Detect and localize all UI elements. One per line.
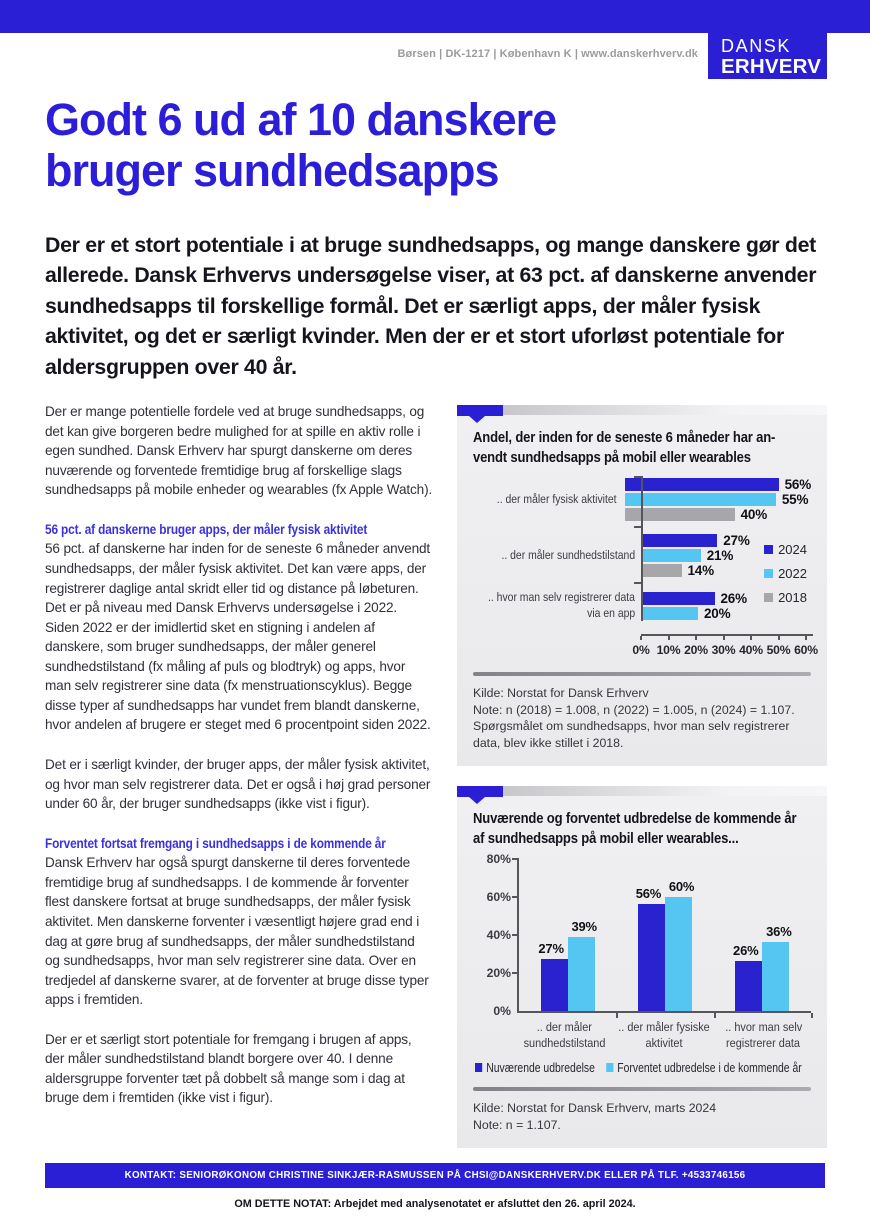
bar-value-label: 21%	[706, 548, 734, 564]
legend-label: Forventet udbredelse i de kommende år	[617, 1060, 802, 1076]
axis-tick	[714, 1013, 716, 1018]
figure-tag-row	[457, 786, 827, 797]
bar-value-label: 56%	[635, 886, 662, 902]
axis-tick	[512, 934, 519, 936]
bar-line	[625, 493, 811, 506]
label-line: .. der måler fysisk aktivitet	[496, 491, 617, 506]
axis-tick-label: 80%	[486, 851, 511, 866]
label-line: sundhedstilstand	[523, 1035, 606, 1050]
legend-label: 2022	[778, 566, 807, 582]
axis-group-tick	[634, 526, 641, 528]
legend-swatch	[764, 569, 773, 578]
bar-line	[643, 564, 750, 577]
bar-value-label: 55%	[781, 492, 809, 508]
legend-item	[764, 542, 807, 557]
note-line: Note: n = 1.107.	[473, 1117, 561, 1132]
bar-value-label: 40%	[740, 507, 767, 523]
bar-stack	[641, 534, 750, 577]
logo-word-dansk: DANSK	[721, 36, 792, 56]
legend-swatch	[475, 1063, 482, 1072]
axis-tick-label: 20%	[684, 643, 708, 658]
bar	[762, 942, 789, 1010]
axis-tick	[640, 636, 642, 640]
axis-tick	[512, 896, 519, 898]
bar-value-label: 27%	[538, 941, 564, 957]
bar	[625, 493, 776, 506]
legend-swatch	[764, 545, 773, 554]
bar	[643, 534, 717, 547]
axis-tick	[695, 636, 697, 640]
bar	[735, 961, 762, 1010]
axis-tick-label: 0%	[493, 1003, 511, 1018]
bar-group	[714, 859, 811, 1011]
label-line: via en app	[586, 605, 635, 620]
plot-area	[486, 851, 811, 1018]
bar-slot	[568, 859, 595, 1011]
article-paragraph-5: Der er et særligt stort potentiale for fremgang i brugen af apps, der måler sundhedstilstand blandt borgere over 40. I denne aldersgruppe forventer tæt på dobbelt så mange som i dag at bruge dem i fremtiden (ikke vist i figur).	[45, 1031, 412, 1106]
source-note	[473, 685, 811, 751]
figure-flag-icon	[457, 786, 503, 797]
legend-item	[475, 1060, 595, 1075]
header-address: Børsen | DK-1217 | København K | www.danskerhverv.dk	[397, 48, 698, 60]
chart-legend	[764, 542, 807, 605]
figure-title-line1: Nuværende og forventet udbredelse de kommende år	[473, 809, 797, 827]
bar-slot	[735, 859, 762, 1011]
article-subheading-2: Forventet fortsat fremgang i sundhedsapps i de kommende år	[45, 835, 386, 851]
axis-group-tick	[634, 476, 641, 478]
bar-value-label: 14%	[687, 563, 714, 579]
horizontal-bar-chart	[473, 477, 818, 660]
bar-value-label: 26%	[720, 590, 747, 606]
bar-rows	[473, 478, 811, 621]
bar-line	[625, 508, 811, 521]
bar-slot	[762, 859, 792, 1011]
category-label	[612, 1020, 716, 1052]
bar-value-label: 36%	[766, 924, 792, 940]
legend-swatch	[764, 593, 773, 602]
figure-top-strip	[503, 405, 827, 415]
label-line: registrerer data	[726, 1035, 801, 1050]
bar-slot	[538, 859, 568, 1011]
about-note-line: OM DETTE NOTAT: Arbejdet med analysenotatet er afsluttet den 26. april 2024.	[234, 1198, 636, 1210]
figure-tag-row	[457, 405, 827, 416]
axis-tick	[512, 858, 519, 860]
legend-item	[764, 590, 807, 605]
axis-tick-label: 10%	[656, 643, 681, 658]
label-line: aktivitet	[645, 1035, 683, 1050]
axis-tick-label: 0%	[632, 643, 650, 658]
content-columns	[45, 402, 825, 1168]
label-line: .. der måler	[536, 1019, 593, 1034]
bar-value-label: 26%	[733, 943, 759, 959]
legend-label: Nuværende udbredelse	[486, 1060, 595, 1076]
page-title	[45, 94, 556, 197]
figure-current-vs-expected	[457, 786, 827, 1148]
bar	[643, 549, 701, 562]
figure-title	[473, 428, 811, 468]
dansk-erhverv-logo	[708, 0, 827, 79]
bar	[643, 607, 698, 620]
axis-tick	[668, 636, 670, 640]
axis-tick	[723, 636, 725, 640]
legend-item	[606, 1060, 802, 1075]
bar-line	[643, 607, 747, 620]
chart-legend	[475, 1060, 802, 1076]
bar	[625, 478, 779, 491]
figure-usage-last-6-months	[457, 405, 827, 766]
bar-slot	[665, 859, 695, 1011]
bar-line	[625, 478, 811, 491]
figure-title-line2: vendt sundhedsapps på mobil eller wearables	[473, 449, 751, 467]
figure-title	[473, 809, 811, 849]
article-paragraph-3: Det er i særligt kvinder, der bruger apps, der måler fysisk aktivitet, og hvor man selv registrerer data. Det er også i høj grad personer under 60 år, der bruger sundhedsapps (ikke vist i figur).	[45, 757, 431, 812]
article-subheading-1: 56 pct. af danskerne bruger apps, der måler fysisk aktivitet	[45, 521, 368, 537]
divider	[473, 672, 811, 676]
figure-title-line1: Andel, der inden for de seneste 6 måneder har an-	[473, 429, 776, 446]
category-label	[716, 1020, 811, 1052]
divider	[473, 1087, 811, 1091]
source-line: Kilde: Norstat for Dansk Erhverv, marts 2024	[473, 1101, 717, 1116]
source-line: Kilde: Norstat for Dansk Erhverv	[473, 686, 649, 701]
axis-tick	[750, 636, 752, 640]
bar-line	[643, 534, 750, 547]
bar-stack	[641, 590, 747, 621]
article-column	[45, 402, 433, 1168]
category-label	[517, 1020, 612, 1052]
page-title-line1: Godt 6 ud af 10 danskere	[45, 94, 557, 145]
label-line: .. hvor man selv registrerer data	[488, 590, 635, 605]
bar-group	[616, 859, 713, 1011]
bar-value-label: 39%	[571, 918, 597, 934]
label-line: .. der måler sundhedstilstand	[501, 547, 635, 562]
figure-title-line2: af sundhedsapps på mobil eller wearables...	[473, 829, 739, 847]
bar	[643, 592, 715, 605]
category-label	[473, 548, 641, 564]
axis-tick	[811, 1013, 813, 1018]
bar-value-label: 56%	[784, 477, 811, 493]
axis-tick-label: 40%	[486, 927, 511, 942]
y-axis-line	[641, 476, 643, 621]
legend-swatch	[606, 1063, 613, 1072]
article-paragraph-4: Dansk Erhverv har også spurgt danskerne til deres forventede fremtidige brug af sundhedsapps. I de kommende år forventer flest danskere fortsat at bruge sundhedsapps, der måler fysisk aktivitet. Men danskerne forventer i væsentligt højere grad end i dag at gøre brug af sundhedsapps, der måler sundhedstilstand og sundhedsapps, hvor man selv registrerer sine data. Over en tredjedel af danskerne svarer, at de forventer at bruge disse typer apps i fremtiden.	[45, 855, 429, 1008]
note-line: Note: n (2018) = 1.008, n (2022) = 1.005, n (2024) = 1.107. Spørgsmålet om sundhedsapps, hvor man selv registrerer data, blev ikke stillet i 2018.	[473, 702, 795, 750]
bar-value-label: 27%	[723, 533, 750, 549]
axis-tick-label: 30%	[711, 643, 736, 658]
source-note	[473, 1100, 811, 1133]
axis-tick	[616, 1013, 618, 1018]
bar	[665, 897, 692, 1011]
figure-flag-icon	[457, 405, 503, 416]
label-line: .. hvor man selv	[725, 1019, 802, 1034]
axis-tick-label: 20%	[486, 965, 511, 980]
legend-label: 2024	[778, 542, 807, 558]
axis-group-tick	[634, 582, 641, 584]
label-line: .. der måler fysiske	[618, 1019, 710, 1034]
category-label	[473, 590, 641, 621]
bar	[568, 937, 595, 1011]
vertical-bar-chart	[473, 851, 811, 1076]
bar-line	[643, 549, 750, 562]
bar-line	[643, 592, 747, 605]
bar-group	[519, 859, 616, 1011]
axis-tick-label: 60%	[794, 643, 818, 658]
article-paragraph-1: Der er mange potentielle fordele ved at bruge sundhedsapps, og det kan give borgeren bedre mulighed for at spille en aktiv rolle i egen sundhed. Dansk Erhverv har spurgt danskerne om deres nuværende og forventede fremtidige brug af forskellige slags sundhedsapps på mobile enheder og wearables (fx Apple Watch).	[45, 404, 433, 498]
axis-tick	[512, 972, 519, 974]
category-labels	[517, 1020, 811, 1052]
bar	[541, 959, 568, 1010]
logo-word-erhverv: ERHVERV	[721, 55, 822, 78]
figures-column	[457, 405, 827, 1168]
bar-slot	[635, 859, 665, 1011]
category-label	[473, 492, 623, 508]
legend-item	[764, 566, 807, 581]
x-axis	[632, 634, 818, 660]
article-paragraph-2: 56 pct. af danskerne har inden for de seneste 6 måneder anvendt sundhedsapps, der måler fysisk aktivitet. Det kan være apps, der registrerer daglige antal skridt eller tid og distance på løbeturen. Det er på niveau med Dansk Erhvervs undersøgelse i 2022. Siden 2022 er der imidlertid sket en stigning i andelen af danskere, som bruger sundhedsapps, der måler generel sundhedstilstand (fx måling af puls og blodtryk) og apps, hvor man selv registrerer sine data (fx menstruationscyklus). Begge disse typer af sundhedsapps har vundet frem blandt danskerne, hvor andelen af brugere er steget med 6 procentpoint siden 2022.	[45, 541, 431, 733]
axis-tick	[805, 636, 807, 640]
contact-footer-bar: KONTAKT: SENIORØKONOM CHRISTINE SINKJÆR-RASMUSSEN PÅ CHSI@DANSKERHVERV.DK ELLER PÅ TLF. +4533746156	[45, 1163, 825, 1188]
legend-label: 2018	[778, 590, 807, 606]
bar	[643, 564, 682, 577]
page-title-line2: bruger sundhedsapps	[45, 145, 499, 197]
bar-value-label: 60%	[668, 878, 695, 894]
bar	[638, 904, 665, 1010]
axis-tick-label: 50%	[766, 643, 791, 658]
axis-tick	[778, 636, 780, 640]
figure-top-strip	[503, 786, 827, 796]
intro-paragraph: Der er et stort potentiale i at bruge sundhedsapps, og mange danskere gør det allerede. Dansk Erhvervs undersøgelse viser, at 63 pct. af danskerne anvender sundhedsapps til forskellige formål. Det er særligt apps, der måler fysisk aktivitet, og det er særligt kvinder. Men der er et stort uforløst potentiale for aldersgruppen over 40 år.	[45, 233, 817, 379]
axis-tick-label: 40%	[739, 643, 763, 658]
bar-value-label: 20%	[704, 605, 731, 621]
axis-tick-label: 60%	[486, 889, 511, 904]
bar-stack	[623, 478, 811, 521]
